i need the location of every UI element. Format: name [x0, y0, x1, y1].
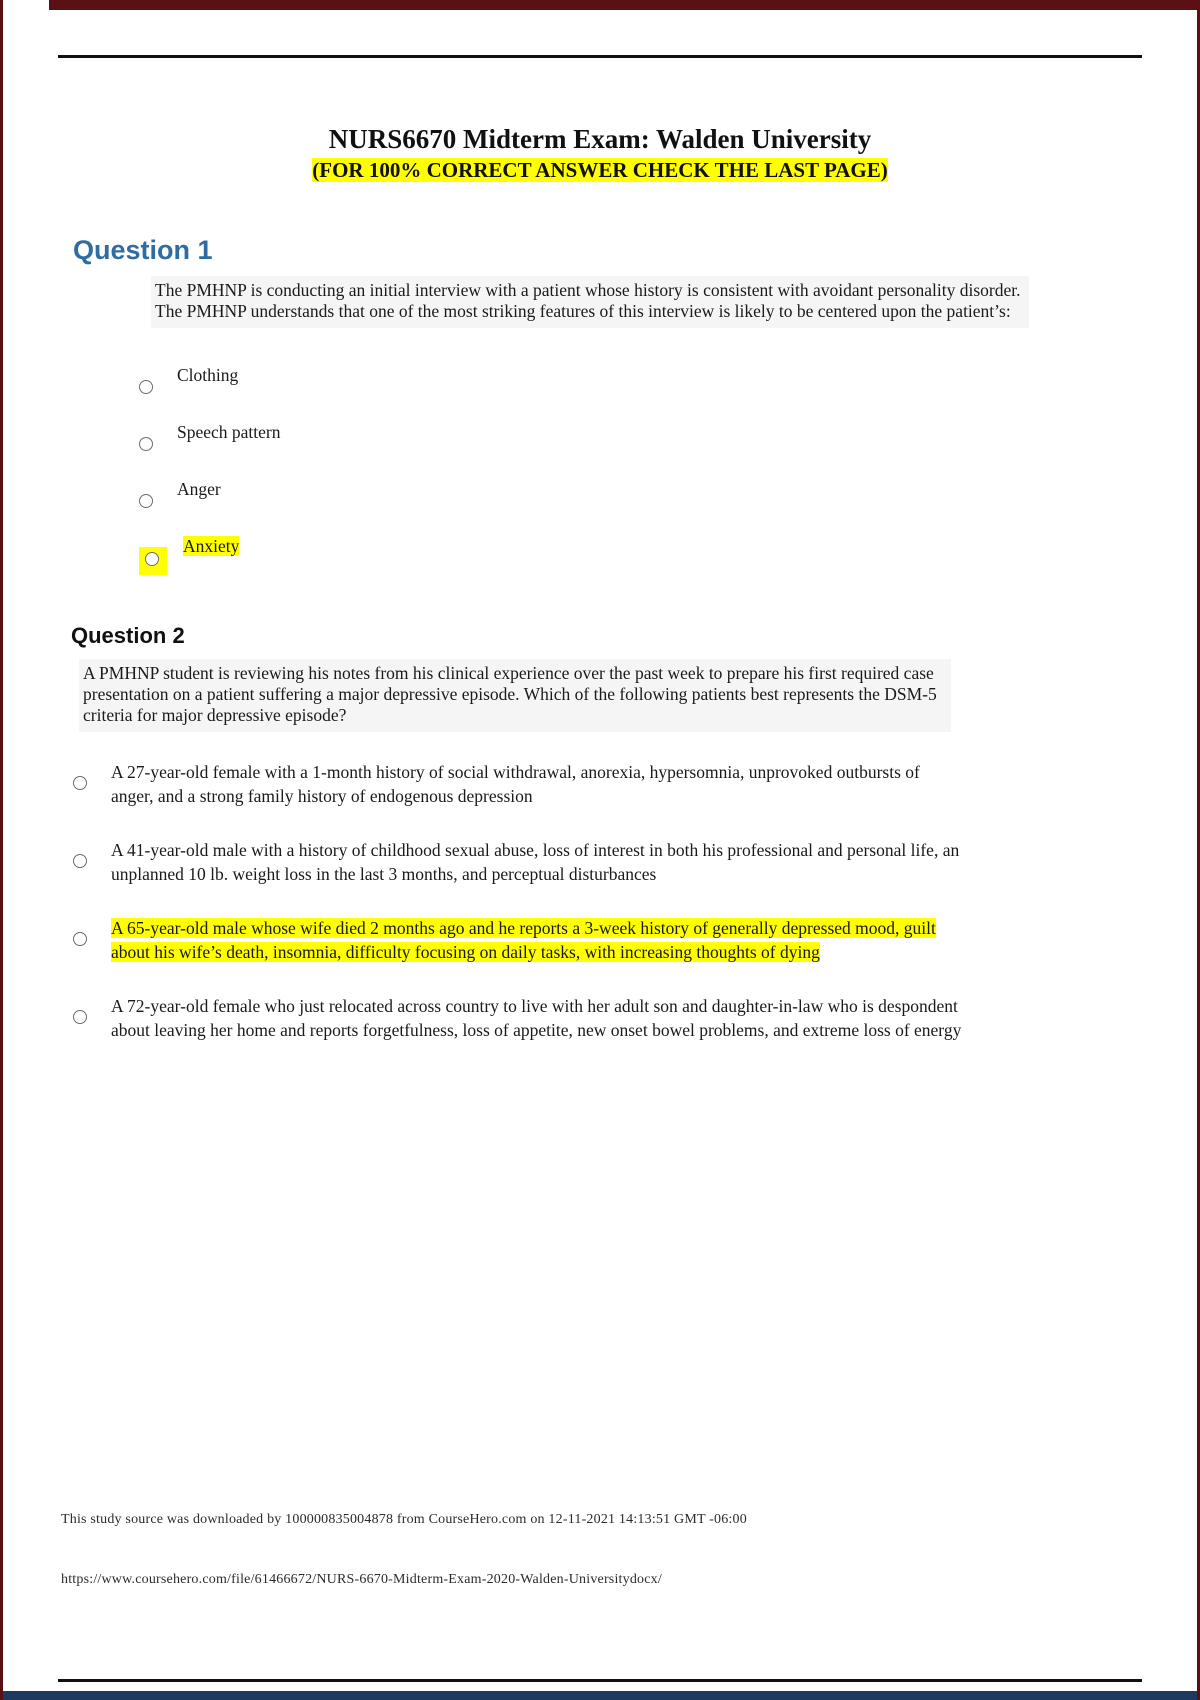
option-label: A 41-year-old male with a history of childhood sexual abuse, loss of interest in both his professional and personal life, an unplanned 10 lb. weight loss in the last 3 months, and perceptual disturbances: [111, 840, 960, 884]
subtitle-highlight: (FOR 100% CORRECT ANSWER CHECK THE LAST PAGE): [312, 158, 888, 182]
footer-divider: [58, 1679, 1142, 1682]
option-label-highlighted: Anxiety: [183, 536, 240, 556]
option-label-highlighted: A 65-year-old male whose wife died 2 months ago and he reports a 3-week history of generally depressed mood, guilt about his wife’s death, insomnia, difficulty focusing on daily tasks, with increasing thoughts of dying: [111, 918, 936, 962]
question-1-heading: Question 1: [73, 235, 213, 265]
q1-option-anger: [139, 478, 1127, 508]
option-label: Clothing: [177, 365, 239, 385]
document-subtitle: [3, 158, 1197, 183]
question-1-text: The PMHNP is conducting an initial interview with a patient whose history is consistent with avoidant personality disorder. The PMHNP understands that one of the most striking features of this interview is likely to be centered upon the patient’s:: [151, 276, 1029, 328]
document-header: [3, 124, 1197, 183]
radio-button[interactable]: [139, 494, 153, 508]
question-2-text: A PMHNP student is reviewing his notes from his clinical experience over the past week to prepare his first required case presentation on a patient suffering a major depressive episode. Which of the following patients best represents the DSM-5 criteria for major depressive episode?: [79, 659, 951, 732]
question-2-heading: Question 2: [71, 623, 185, 648]
radio-button[interactable]: [145, 552, 159, 566]
q2-option-c: [73, 916, 1127, 964]
option-label: A 72-year-old female who just relocated across country to live with her adult son and daughter-in-law who is despondent about leaving her home and reports forgetfulness, loss of appetite, new onset bowel problems, and extreme loss of energy: [111, 996, 962, 1040]
option-label: Speech pattern: [177, 422, 281, 442]
header-divider: [58, 55, 1142, 58]
question-2-section: [73, 659, 1127, 1042]
option-label: A 27-year-old female with a 1-month history of social withdrawal, anorexia, hypersomnia, unprovoked outbursts of anger, and a strong family history of endogenous depression: [111, 762, 920, 806]
q1-option-anxiety: [139, 535, 1127, 575]
question-2-options: [73, 760, 1127, 1042]
coursehero-download-note: This study source was downloaded by 100000835004878 from CourseHero.com on 12-11-2021 14:13:51 GMT -06:00: [61, 1512, 747, 1527]
question-1-section: [73, 235, 1127, 575]
q1-option-speech-pattern: [139, 421, 1127, 451]
q2-option-d: [73, 994, 1127, 1042]
radio-button[interactable]: [73, 776, 87, 790]
page-bottom-border: [0, 1691, 1200, 1700]
radio-button[interactable]: [139, 437, 153, 451]
highlighted-radio-wrap: [139, 547, 167, 575]
radio-button[interactable]: [73, 932, 87, 946]
q2-option-a: [73, 760, 1127, 808]
question-1-options: [139, 364, 1127, 575]
radio-button[interactable]: [139, 380, 153, 394]
page-top-border-notch: [3, 0, 49, 10]
coursehero-url[interactable]: https://www.coursehero.com/file/61466672/NURS-6670-Midterm-Exam-2020-Walden-Universitydocx/: [61, 1572, 662, 1587]
q1-option-clothing: [139, 364, 1127, 394]
page-top-border: [3, 0, 1197, 10]
q2-option-b: [73, 838, 1127, 886]
radio-button[interactable]: [73, 854, 87, 868]
radio-button[interactable]: [73, 1010, 87, 1024]
document-title: NURS6670 Midterm Exam: Walden University: [328, 124, 872, 154]
option-label: Anger: [177, 479, 221, 499]
